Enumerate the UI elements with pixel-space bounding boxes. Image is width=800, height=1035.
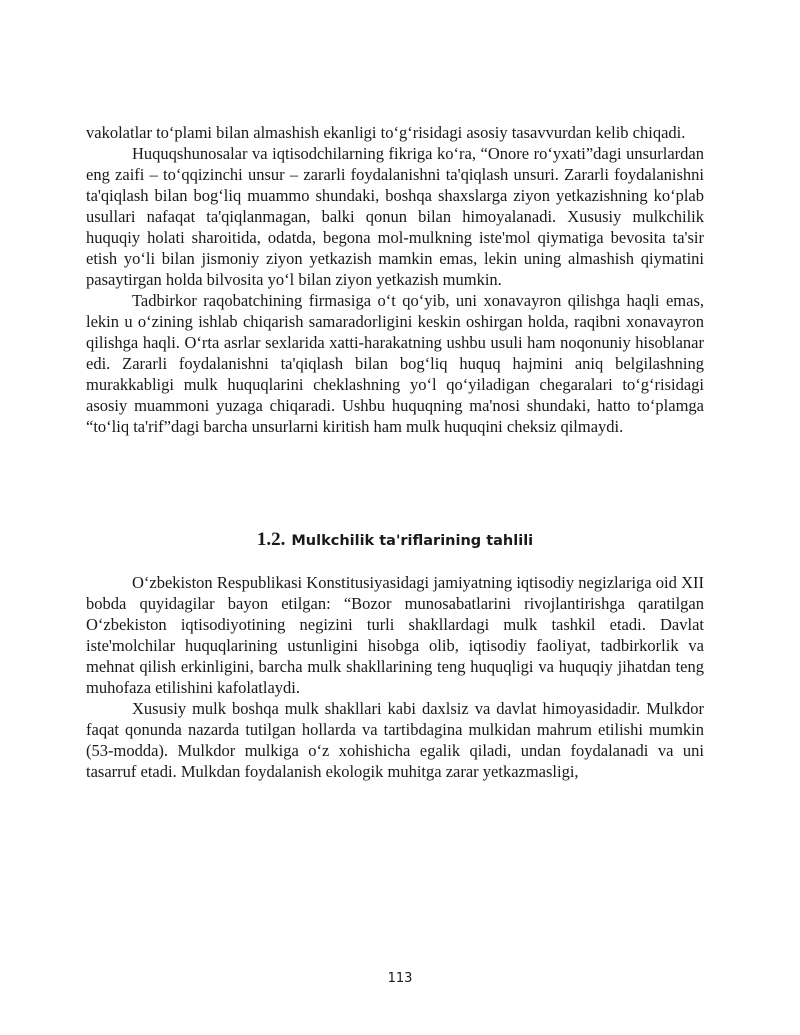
paragraph: O‘zbekiston Respublikasi Konstitusiyasidagi jamiyatning iqtisodiy negizlariga oid XII bobda quyidagilar bayon etilgan: “Bozor munosabatlarini rivojlantirishga qaratilgan O‘zbekiston iqtisodiyotining negizini turli shakllardagi mulk tashkil etadi. Davlat iste'molchilar huquqlarining ustunligini hisobga olib, iqtisodiy faoliyat, tadbirkorlik va mehnat qilish erkinligini, barcha mulk shakllarining teng huquqligi va huquqiy jihatdan teng muhofaza etilishini kafolatlaydi.	[86, 573, 704, 697]
section-heading	[86, 525, 704, 552]
paragraph: Huquqshunosalar va iqtisodchilarning fikriga ko‘ra, “Onore ro‘yxati”dagi unsurlardan eng zaifi – to‘qqizinchi unsur – zararli foydalanishni ta'qiqlash unsuri. Zararli foydalanishni ta'qiqlash bilan bog‘liq muammo shundaki, boshqa shaxslarga ziyon yetkazishning ko‘plab usullari nafaqat ta'qiqlanmagan, balki qonun bilan himoyalanadi. Xususiy mulkchilik huquqiy holati sharoitida, odatda, begona mol-mulkning iste'mol qiymatiga bevosita ta'sir etish yo‘li bilan jismoniy ziyon yetkazish mamkin emas, lekin uning almashish qiymatini pasaytirgan holda bilvosita yo‘l bilan ziyon yetkazish mumkin.	[86, 144, 704, 289]
text-block-top	[86, 122, 704, 437]
paragraph: vakolatlar to‘plami bilan almashish ekanligi to‘g‘risidagi asosiy tasavvurdan kelib chiqadi.	[86, 123, 686, 142]
paragraph: Tadbirkor raqobatchining firmasiga o‘t qo‘yib, uni xonavayron qilishga haqli emas, lekin u o‘zining ishlab chiqarish samaradorligini keskin oshirgan holda, raqibni xonavayron qilishga haqli. O‘rta asrlar sexlarida xatti-harakatning ushbu usuli ham noqonuniy hisoblanar edi. Zararli foydalanishni ta'qiqlash bilan bog‘liq huquq hajmini aniq belgilashning murakkabligi mulk huquqlarini cheklashning yo‘l qo‘yiladigan chegaralari to‘g‘risidagi asosiy muammoni yuzaga chiqaradi. Ushbu huquqning ma'nosi shundaki, hatto to‘plamga “to‘liq ta'rif”dagi barcha unsurlarni kiritish ham mulk huquqini cheksiz qilmaydi.	[86, 291, 704, 436]
paragraph: Xususiy mulk boshqa mulk shakllari kabi daxlsiz va davlat himoyasidadir. Mulkdor faqat qonunda nazarda tutilgan hollarda va tartibdagina mulkidan mahrum etilishi mumkin (53-modda). Mulkdor mulkiga o‘z xohishicha egalik qiladi, undan foydalanadi va uni tasarruf etadi. Mulkdan foydalanish ekologik muhitga zarar yetkazmasligi,	[86, 699, 704, 781]
section-title: Mulkchilik ta'riflarining tahlili	[291, 533, 534, 549]
page-number: 113	[387, 971, 413, 986]
text-block-bottom	[86, 572, 704, 782]
section-number: 1.2.	[256, 529, 286, 550]
